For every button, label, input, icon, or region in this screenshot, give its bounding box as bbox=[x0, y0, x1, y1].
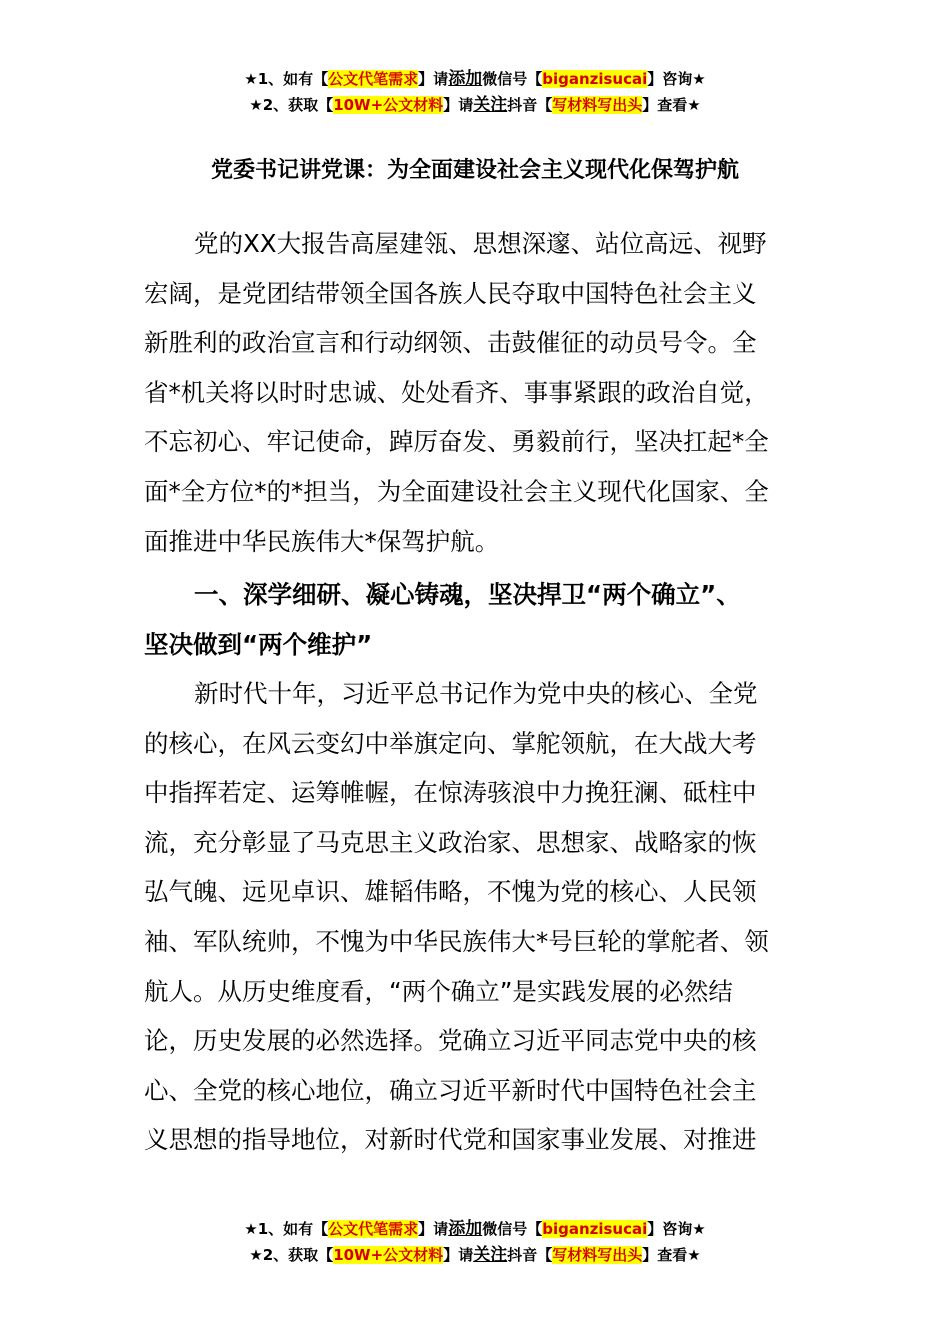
banner-text: 抖音【 bbox=[507, 96, 553, 114]
banner-text: 】咨询★ bbox=[647, 1220, 706, 1238]
banner-highlight: 公文代笔需求 bbox=[328, 1220, 419, 1238]
banner-line-1 bbox=[0, 66, 950, 92]
banner-highlight: 10W+公文材料 bbox=[333, 1246, 444, 1264]
banner-underlined-text: 添加 bbox=[448, 69, 483, 89]
paragraph-line: 不忘初心、牢记使命，踔厉奋发、勇毅前行，坚决扛起*全 bbox=[144, 427, 769, 457]
banner-highlight: 10W+公文材料 bbox=[333, 96, 444, 114]
banner-text: 】请 bbox=[418, 70, 449, 88]
banner-text: 抖音【 bbox=[507, 1246, 553, 1264]
paragraph-line: 面推进中华民族伟大*保驾护航。 bbox=[144, 526, 500, 556]
heading-line: 坚决做到“两个维护” bbox=[144, 629, 373, 659]
paragraph-section-1 bbox=[144, 669, 810, 1165]
page-title: 党委书记讲党课：为全面建设社会主义现代化保驾护航 bbox=[210, 158, 739, 183]
banner-underlined-text: 添加 bbox=[448, 1219, 483, 1239]
paragraph-line: 的核心，在风云变幻中举旗定向、掌舵领航，在大战大考 bbox=[144, 728, 757, 758]
banner-text: 】咨询★ bbox=[647, 70, 706, 88]
paragraph-line: 袖、军队统帅，不愧为中华民族伟大*号巨轮的掌舵者、领 bbox=[144, 926, 769, 956]
paragraph-line: 新时代十年，习近平总书记作为党中央的核心、全党 bbox=[194, 679, 758, 708]
banner-highlight: biganzisucai bbox=[542, 70, 648, 88]
paragraph-line: 航人。从历史维度看，“两个确立”是实践发展的必然结 bbox=[144, 976, 733, 1006]
banner-text: 】请 bbox=[443, 1246, 474, 1264]
banner-text: 】查看★ bbox=[642, 96, 701, 114]
banner-highlight: 写材料写出头 bbox=[552, 96, 643, 114]
banner-text: ★1、如有【 bbox=[244, 1220, 329, 1238]
paragraph-line: 流，充分彰显了马克思主义政治家、思想家、战略家的恢 bbox=[144, 827, 757, 857]
paragraph-line: 宏阔，是党团结带领全国各族人民夺取中国特色社会主义 bbox=[144, 278, 757, 308]
banner-text: 微信号【 bbox=[482, 1220, 543, 1238]
banner-text: ★1、如有【 bbox=[244, 70, 329, 88]
paragraph-line: 新胜利的政治宣言和行动纲领、击鼓催征的动员号令。全 bbox=[144, 328, 757, 358]
paragraph-line: 义思想的指导地位，对新时代党和国家事业发展、对推进 bbox=[144, 1125, 757, 1155]
banner-text: 】请 bbox=[418, 1220, 449, 1238]
banner-line-2 bbox=[0, 92, 950, 118]
heading-line: 一、深学细研、凝心铸魂，坚决捍卫“两个确立”、 bbox=[194, 580, 741, 609]
banner-underlined-text: 关注 bbox=[473, 95, 508, 115]
bottom-banner bbox=[0, 1216, 950, 1268]
paragraph-intro bbox=[144, 219, 810, 566]
paragraph-line: 心、全党的核心地位，确立习近平新时代中国特色社会主 bbox=[144, 1075, 757, 1105]
paragraph-line: 论，历史发展的必然选择。党确立习近平同志党中央的核 bbox=[144, 1026, 757, 1056]
banner-highlight: 写材料写出头 bbox=[552, 1246, 643, 1264]
banner-text: 】查看★ bbox=[642, 1246, 701, 1264]
banner-text: 】请 bbox=[443, 96, 474, 114]
paragraph-line: 弘气魄、远见卓识、雄韬伟略，不愧为党的核心、人民领 bbox=[144, 877, 757, 907]
banner-underlined-text: 关注 bbox=[473, 1245, 508, 1265]
banner-line-2 bbox=[0, 1242, 950, 1268]
paragraph-line: 面*全方位*的*担当，为全面建设社会主义现代化国家、全 bbox=[144, 476, 769, 506]
section-heading-1 bbox=[144, 570, 810, 669]
banner-line-1 bbox=[0, 1216, 950, 1242]
banner-text: ★2、获取【 bbox=[249, 96, 334, 114]
banner-highlight: biganzisucai bbox=[542, 1220, 648, 1238]
banner-text: 微信号【 bbox=[482, 70, 543, 88]
banner-text: ★2、获取【 bbox=[249, 1246, 334, 1264]
banner-highlight: 公文代笔需求 bbox=[328, 70, 419, 88]
paragraph-line: 中指挥若定、运筹帷幄，在惊涛骇浪中力挽狂澜、砥柱中 bbox=[144, 778, 757, 808]
top-banner bbox=[0, 66, 950, 118]
paragraph-line: 党的XX大报告高屋建瓴、思想深邃、站位高远、视野 bbox=[194, 229, 767, 258]
paragraph-line: 省*机关将以时时忠诚、处处看齐、事事紧跟的政治自觉， bbox=[144, 377, 769, 407]
